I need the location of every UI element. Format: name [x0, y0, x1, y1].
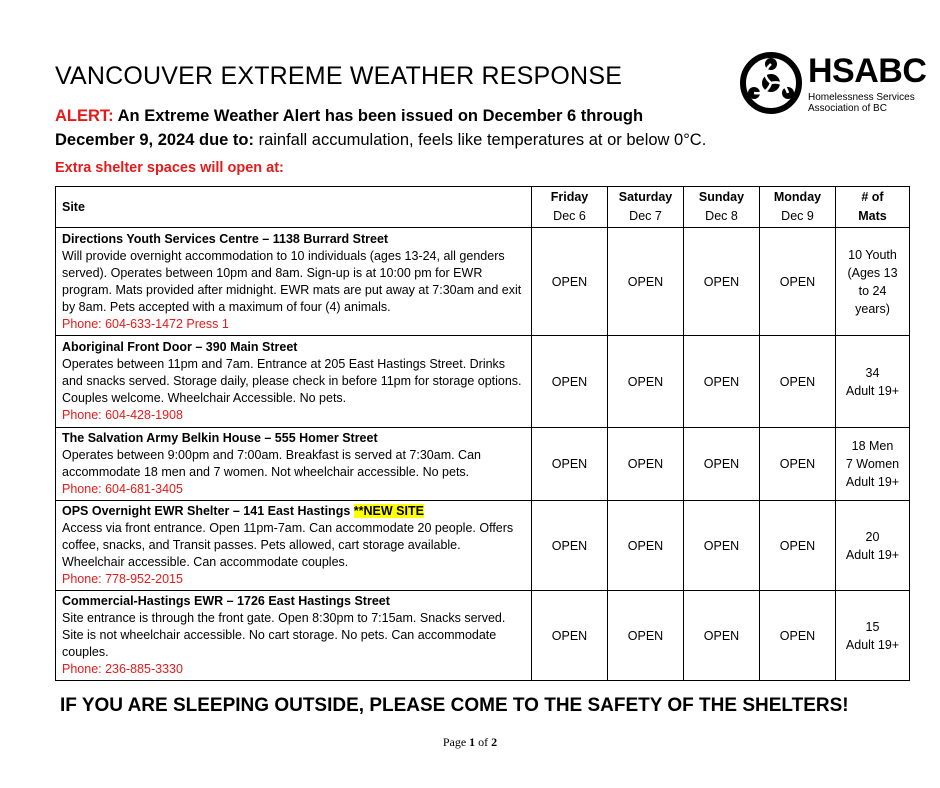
site-name: The Salvation Army Belkin House – 555 Homer Street: [62, 431, 378, 445]
status-cell: OPEN: [608, 228, 684, 336]
page-number: Page 1 of 2: [442, 735, 498, 749]
site-cell: [56, 591, 532, 681]
alert-label: ALERT:: [55, 107, 114, 125]
site-name: Directions Youth Services Centre – 1138 Burrard Street: [62, 231, 389, 246]
status-cell: OPEN: [684, 228, 760, 336]
status-cell: OPEN: [760, 428, 836, 501]
header-site: Site: [56, 187, 532, 228]
mats-cell: 34 Adult 19+: [836, 336, 910, 428]
site-phone: Phone: 236-885-3330: [62, 662, 183, 676]
site-name: Commercial-Hastings EWR – 1726 East Hastings Street: [62, 594, 390, 608]
table-row: [56, 228, 910, 336]
site-phone: Phone: 604-681-3405: [62, 482, 183, 496]
shelter-table: [55, 186, 910, 681]
safety-callout: IF YOU ARE SLEEPING OUTSIDE, PLEASE COME TO THE SAFETY OF THE SHELTERS!: [60, 695, 849, 716]
site-description: Operates between 11pm and 7am. Entrance at 205 East Hastings Street. Drinks and snacks served. Storage daily, please check in before 11pm for storage options. Couples welcome. Wheelchair Accessible. No pets.: [62, 357, 522, 405]
table-row: [56, 428, 910, 501]
site-phone: Phone: 604-428-1908: [62, 408, 183, 422]
site-description: Will provide overnight accommodation to 10 individuals (ages 13-24, all genders served). Operates between 10pm and 8am. Sign-up is at 10:00 pm for EWR program. Mats provided after midnight. EWR mats are put away at 7:30am and exit by 8am. Pets accepted with a maximum of four (4) animals.: [62, 248, 522, 314]
status-cell: OPEN: [684, 428, 760, 501]
status-cell: OPEN: [608, 336, 684, 428]
status-cell: OPEN: [532, 591, 608, 681]
header-day: Monday Dec 9: [760, 187, 836, 228]
status-cell: OPEN: [608, 428, 684, 501]
table-header-row: [56, 187, 910, 228]
status-cell: OPEN: [760, 501, 836, 591]
new-site-badge: **NEW SITE: [353, 504, 424, 518]
site-description: Operates between 9:00pm and 7:00am. Breakfast is served at 7:30am. Can accommodate 18 men and 7 women. Not wheelchair accessible. No pets.: [62, 448, 481, 479]
status-cell: OPEN: [684, 501, 760, 591]
header-day: Sunday Dec 8: [684, 187, 760, 228]
mats-cell: 18 Men 7 Women Adult 19+: [836, 428, 910, 501]
status-cell: OPEN: [532, 428, 608, 501]
site-cell: [56, 501, 532, 591]
site-phone: Phone: 778-952-2015: [62, 572, 183, 586]
status-cell: OPEN: [532, 336, 608, 428]
header-day: Friday Dec 6: [532, 187, 608, 228]
site-name: Aboriginal Front Door – 390 Main Street: [62, 340, 298, 354]
page-title: VANCOUVER EXTREME WEATHER RESPONSE: [55, 62, 623, 90]
table-row: [56, 336, 910, 428]
status-cell: OPEN: [760, 336, 836, 428]
site-description: Site entrance is through the front gate. Open 8:30pm to 7:15am. Snacks served. Site is not wheelchair accessible. No cart storage. No pets. Can accommodate couples.: [62, 611, 506, 659]
header-day: Saturday Dec 7: [608, 187, 684, 228]
alert-line-2: December 9, 2024 due to: rainfall accumulation, feels like temperatures at or below 0°C.: [55, 131, 707, 149]
status-cell: OPEN: [760, 591, 836, 681]
site-phone: Phone: 604-633-1472 Press 1: [62, 316, 229, 331]
hsabc-swirl-logo-icon: [740, 52, 802, 114]
table-row: [56, 591, 910, 681]
site-cell: [56, 336, 532, 428]
mats-cell: 10 Youth (Ages 13 to 24 years): [836, 228, 910, 336]
site-cell: [56, 428, 532, 501]
status-cell: OPEN: [760, 228, 836, 336]
status-cell: OPEN: [532, 501, 608, 591]
status-cell: OPEN: [684, 591, 760, 681]
site-cell: [56, 228, 532, 336]
mats-cell: 15 Adult 19+: [836, 591, 910, 681]
alert-line-1: ALERT: An Extreme Weather Alert has been issued on December 6 through: [55, 107, 644, 125]
logo-brand: HSABC: [808, 52, 927, 90]
extra-spaces-heading: Extra shelter spaces will open at:: [55, 160, 284, 176]
status-cell: OPEN: [684, 336, 760, 428]
logo-subtitle: Homelessness Services Association of BC: [808, 92, 915, 114]
status-cell: OPEN: [532, 228, 608, 336]
table-row: [56, 501, 910, 591]
site-description: Access via front entrance. Open 11pm-7am. Can accommodate 20 people. Offers coffee, snacks, and Transit passes. Pets allowed, cart storage available. Wheelchair accessible. Can accommodate couples.: [62, 521, 514, 569]
hsabc-logo: [740, 52, 927, 116]
site-name: OPS Overnight EWR Shelter – 141 East Hastings **NEW SITE: [62, 504, 424, 518]
status-cell: OPEN: [608, 501, 684, 591]
mats-cell: 20 Adult 19+: [836, 501, 910, 591]
status-cell: OPEN: [608, 591, 684, 681]
header-mats: # of Mats: [836, 187, 910, 228]
